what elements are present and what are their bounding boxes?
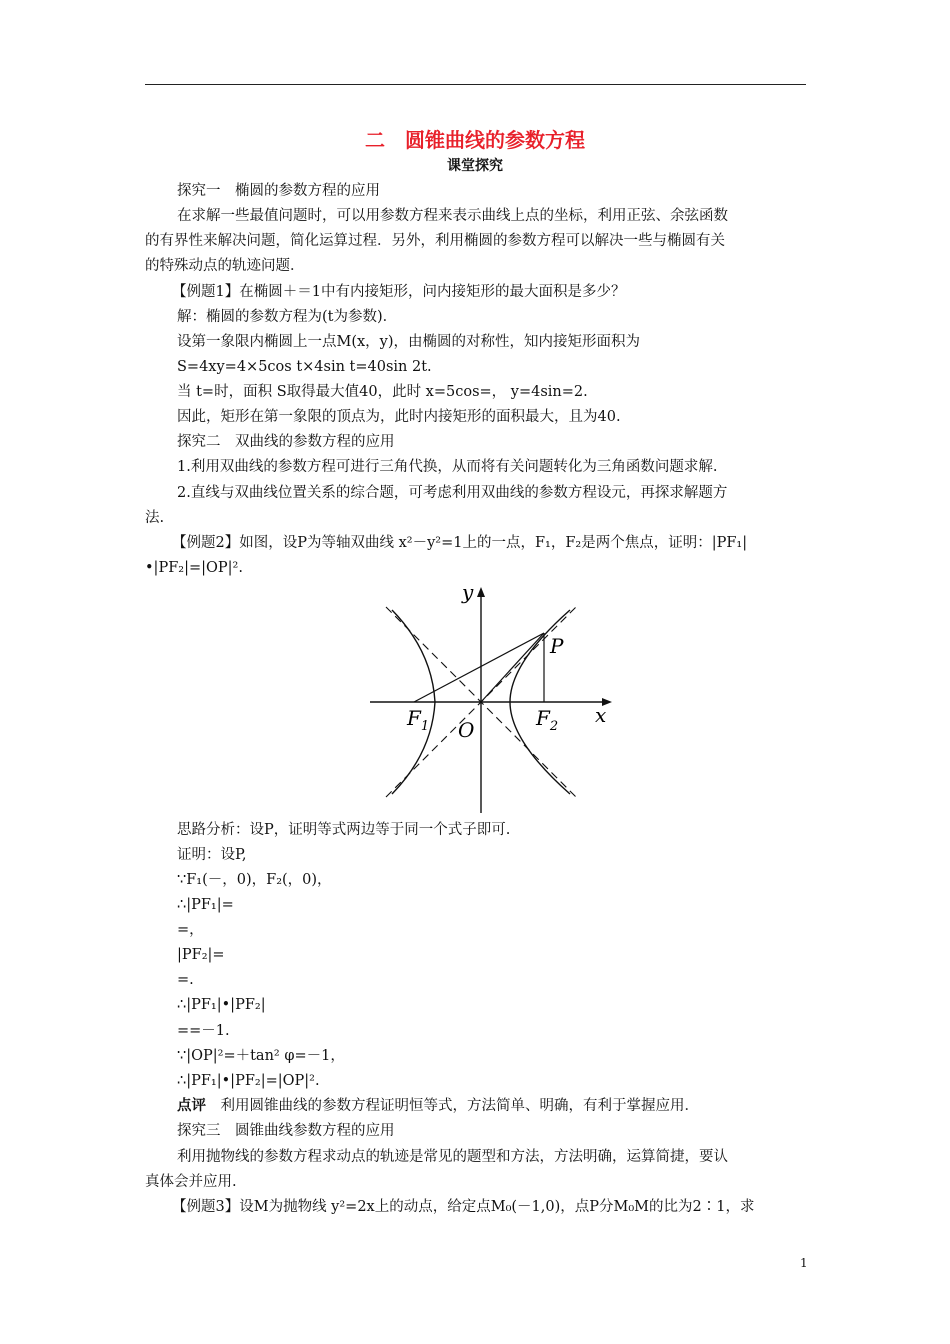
comment-line [177,1096,699,1116]
label-F1: $F_1$ [407,706,430,734]
paragraph-line: 真体会并应用. [145,1174,237,1190]
comment-text: 利用圆锥曲线的参数方程证明恒等式，方法简单、明确，有利于掌握应用． [206,1098,699,1114]
label-F2: $F_2$ [536,706,559,734]
label-y: y [462,583,474,604]
page-number: 1 [800,1256,808,1270]
example-line: 【例题1】在椭圆＋＝1中有内接矩形，问内接矩形的最大面积是多少？ [172,284,626,300]
label-O: O [458,718,475,742]
formula-line: S=4xy=4×5cos t×4sin t=40sin 2t. [177,359,432,375]
proof-line: |PF₂|= [177,947,225,963]
paragraph-line: 思路分析：设P，证明等式两边等于同一个式子即可. [177,822,511,838]
paragraph-line: 1.利用双曲线的参数方程可进行三角代换，从而将有关问题转化为三角函数问题求解. [177,459,718,475]
paragraph-line: •|PF₂|=|OP|². [145,560,243,576]
paragraph-line: 法. [145,510,165,526]
proof-line: ∵F₁(－，0)，F₂(，0)， [177,872,332,888]
paragraph-line: 的特殊动点的轨迹问题． [145,258,305,274]
paragraph-line: 2.直线与双曲线位置关系的综合题，可考虑利用双曲线的参数方程设元，再探求解题方 [177,485,728,501]
example-line: 【例题2】如图，设P为等轴双曲线 x²－y²=1上的一点，F₁，F₂是两个焦点，证明：|PF₁| [172,535,748,551]
paragraph-line: 利用抛物线的参数方程求动点的轨迹是常见的题型和方法，方法明确，运算简捷，要认 [177,1149,728,1165]
proof-line: ==－1. [177,1023,230,1039]
paragraph-line: 当 t=时，面积 S取得最大值40，此时 x=5cos=， y=4sin=2. [177,384,588,400]
proof-line: =. [177,972,194,988]
page-subtitle: 课堂探究 [447,158,503,174]
paragraph-line: 的有界性来解决问题，简化运算过程．另外，利用椭圆的参数方程可以解决一些与椭圆有关 [145,233,725,249]
section-heading: 探究二 双曲线的参数方程的应用 [177,434,395,450]
paragraph-line: 设第一象限内椭圆上一点M(x，y)，由椭圆的对称性，知内接矩形面积为 [177,334,641,350]
comment-label: 点评 [177,1098,206,1114]
y-axis-arrow [477,587,485,597]
hyperbola-figure [370,583,620,817]
example-line: 【例题3】设M为抛物线 y²=2x上的动点，给定点M₀(－1,0)，点P分M₀M的比为2∶1，求 [172,1199,755,1215]
proof-line: ∵|OP|²=＋tan² φ=－1， [177,1048,345,1064]
header-rule [145,84,806,85]
paragraph-line: 解：椭圆的参数方程为(t为参数)． [177,309,398,325]
label-x: x [595,703,607,727]
section-heading: 探究一 椭圆的参数方程的应用 [177,183,380,199]
proof-line: ∴|PF₁|= [177,897,234,913]
section-heading: 探究三 圆锥曲线参数方程的应用 [177,1123,395,1139]
label-P: P [550,634,564,658]
proof-line: ∴|PF₁|•|PF₂| [177,997,266,1013]
page-title: 二 圆锥曲线的参数方程 [365,128,585,152]
segment-OP [481,633,544,702]
proof-line: 证明：设P, [177,847,247,863]
proof-line: =， [177,922,204,938]
proof-line: ∴|PF₁|•|PF₂|=|OP|². [177,1073,320,1089]
paragraph-line: 在求解一些最值问题时，可以用参数方程来表示曲线上点的坐标，利用正弦、余弦函数 [177,208,728,224]
paragraph-line: 因此，矩形在第一象限的顶点为，此时内接矩形的面积最大，且为40. [177,409,621,425]
segment-F1P [414,633,544,702]
